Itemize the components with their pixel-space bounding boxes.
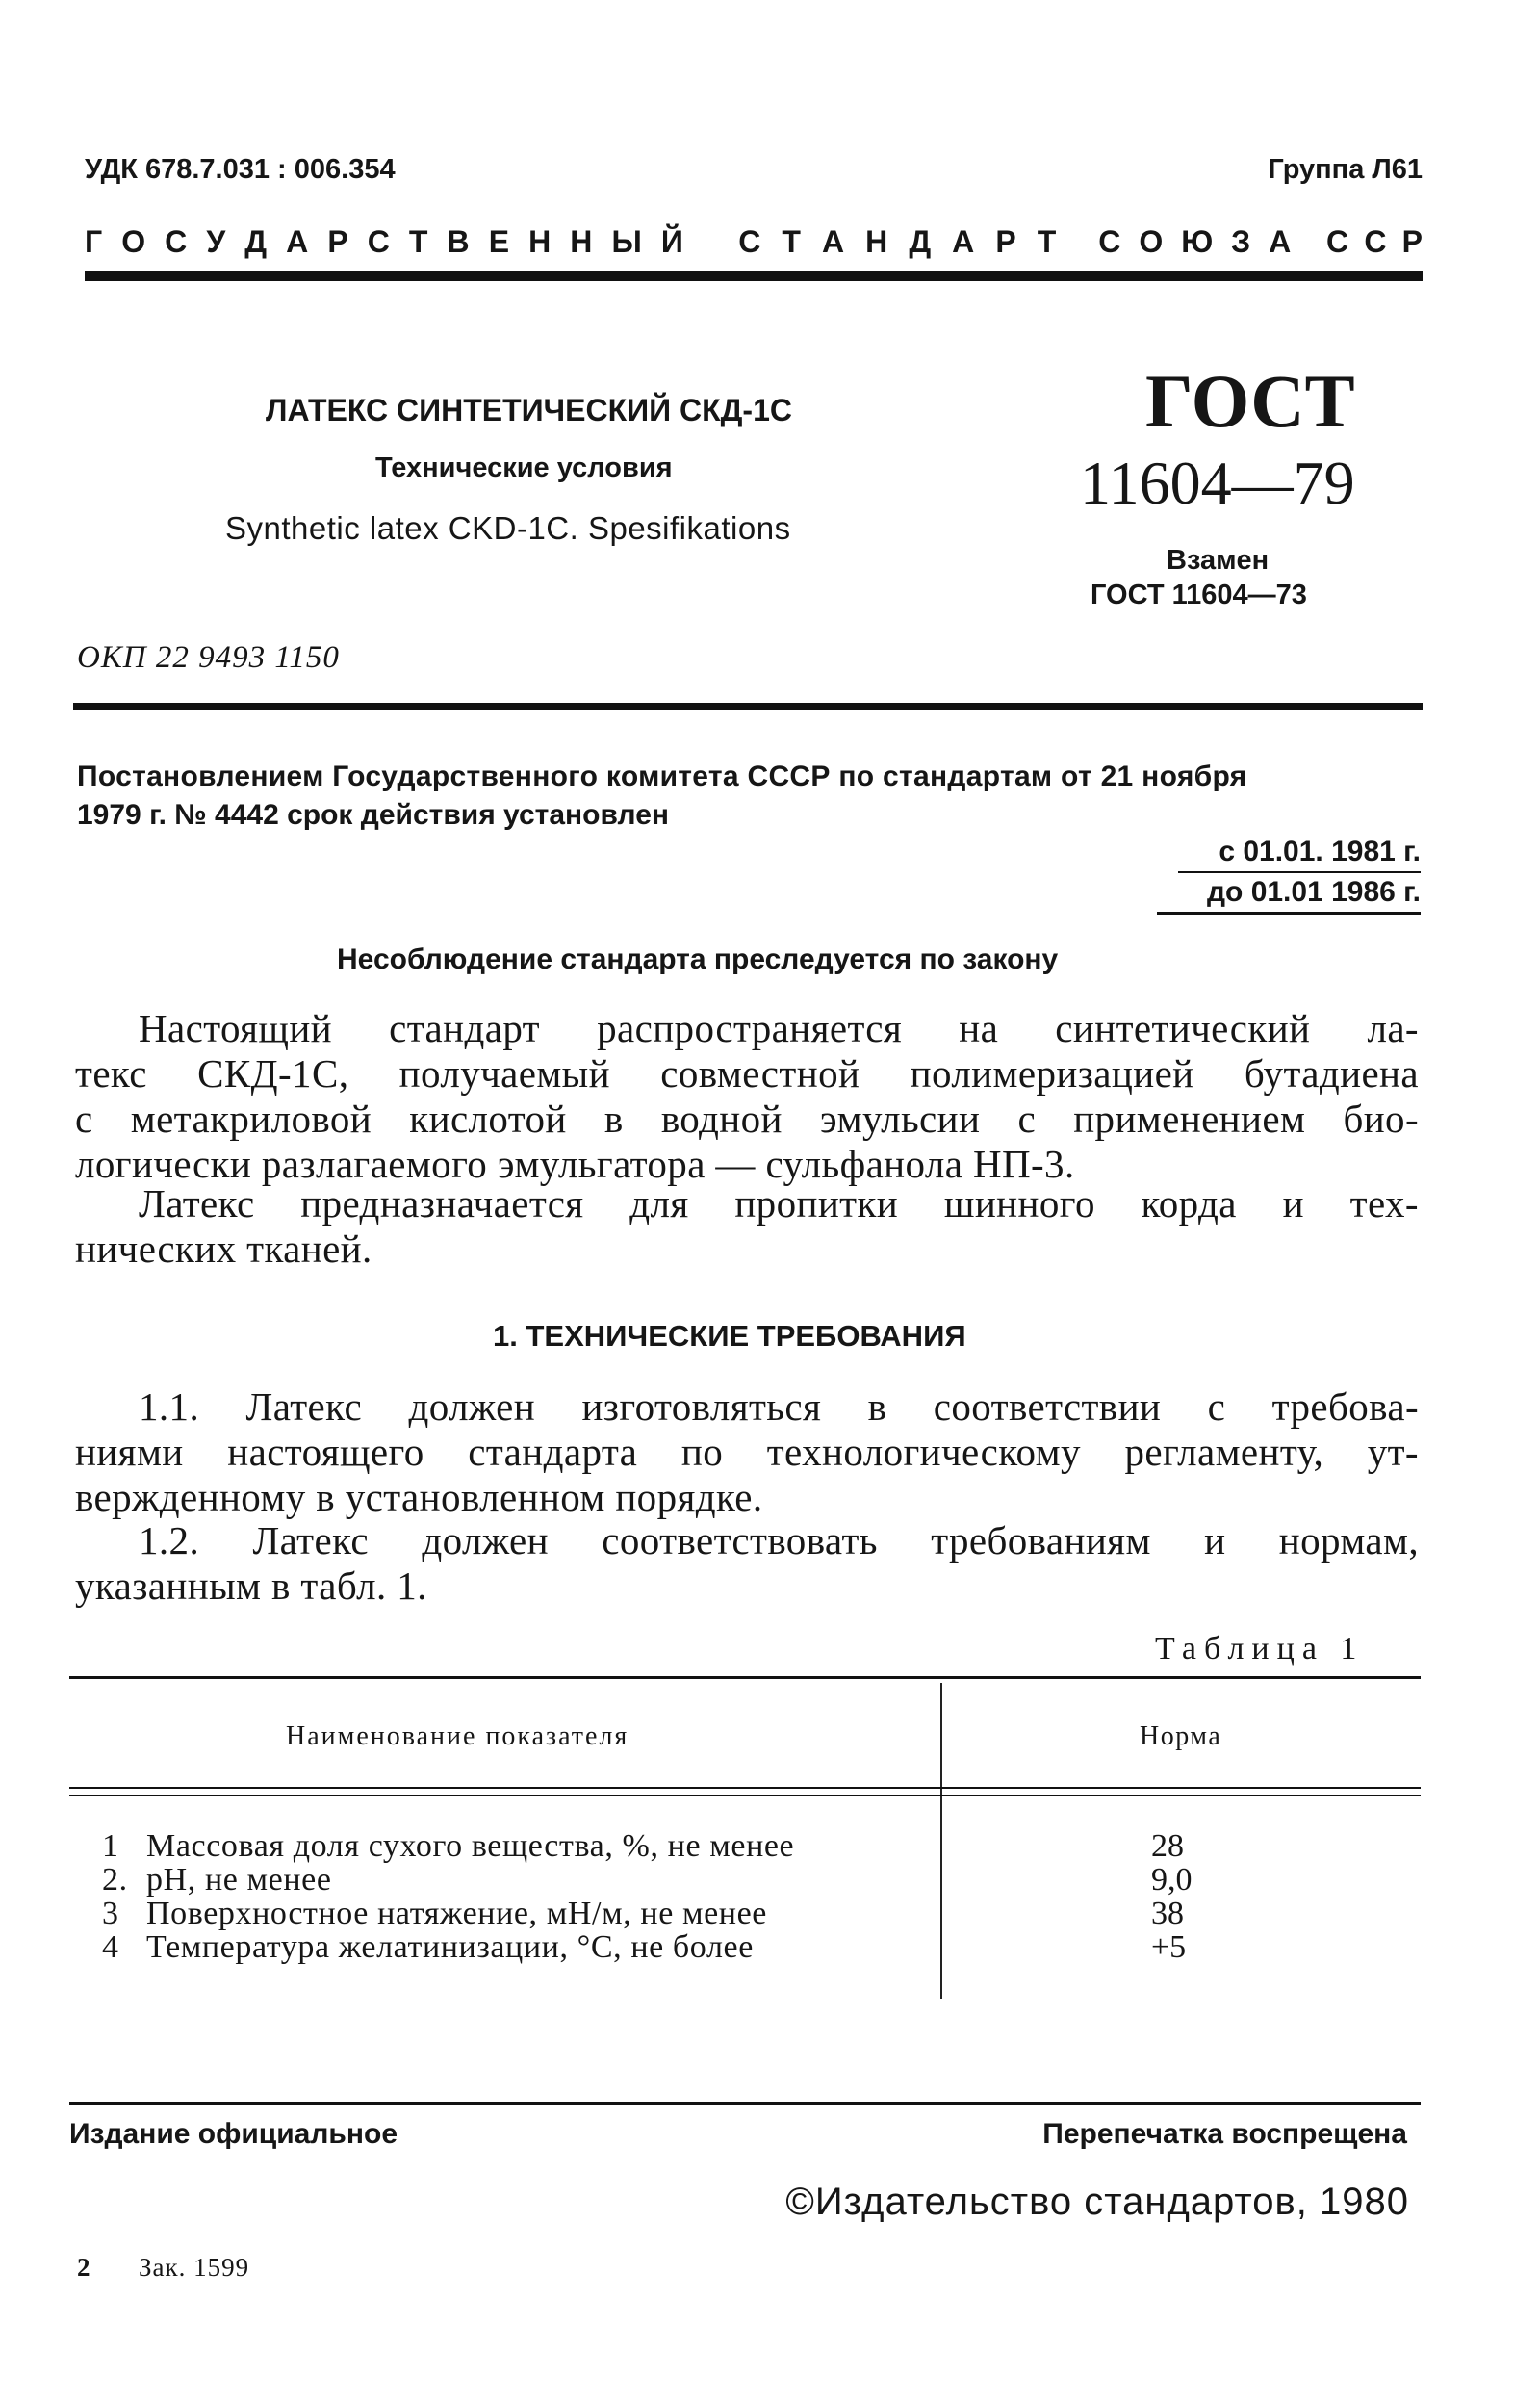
banner-letter: С bbox=[738, 224, 761, 259]
state-standard-banner bbox=[85, 224, 1423, 260]
group-code: Группа Л61 bbox=[1268, 154, 1423, 185]
banner-word bbox=[738, 224, 1056, 260]
decree-line: 1979 г. № 4442 срок действия установлен bbox=[77, 799, 669, 831]
banner-letter: Й bbox=[660, 224, 683, 259]
table-header-rule bbox=[69, 1787, 1421, 1789]
banner-letter: О bbox=[121, 224, 146, 259]
document-subtitle: Технические условия bbox=[375, 452, 673, 483]
row-number: 2. bbox=[102, 1862, 128, 1898]
order-number: Зак. 1599 bbox=[139, 2253, 250, 2282]
banner-letter: Р bbox=[995, 224, 1016, 259]
reprint-note: Перепечатка воспрещена bbox=[1042, 2118, 1407, 2150]
decree-line: Постановлением Государственного комитета СССР по стандартам от 21 ноября bbox=[77, 761, 1247, 792]
paragraph-line: Настоящий стандарт распространяется на синтетический ла- bbox=[139, 1006, 1419, 1050]
banner-letter: А bbox=[822, 224, 845, 259]
paragraph-line: нических тканей. bbox=[75, 1227, 372, 1271]
banner-word bbox=[1098, 224, 1291, 260]
row-norm: 9,0 bbox=[1151, 1862, 1193, 1898]
banner-letter: Е bbox=[488, 224, 510, 259]
banner-letter: Н bbox=[528, 224, 552, 259]
purpose-paragraph bbox=[75, 1181, 1419, 1272]
table-header-norm: Норма bbox=[1140, 1721, 1222, 1751]
banner-letter: С bbox=[1326, 224, 1349, 259]
legal-warning: Несоблюдение стандарта преследуется по закону bbox=[337, 943, 1059, 975]
paragraph-line: логически разлагаемого эмульгатора — сульфанола НП-3. bbox=[75, 1142, 1075, 1186]
row-number: 1 bbox=[102, 1828, 119, 1864]
banner-letter: Ю bbox=[1181, 224, 1214, 259]
row-norm: 38 bbox=[1151, 1896, 1184, 1931]
gost-number: 11604—79 bbox=[1080, 449, 1355, 517]
banner-letter: А bbox=[1269, 224, 1292, 259]
footer-rule bbox=[69, 2102, 1421, 2105]
banner-letter: С bbox=[1364, 224, 1387, 259]
intro-paragraph bbox=[75, 1006, 1419, 1187]
replaces-label: Взамен bbox=[1167, 545, 1270, 576]
table-top-rule bbox=[69, 1676, 1421, 1679]
row-norm: +5 bbox=[1151, 1929, 1187, 1965]
banner-letter: Д bbox=[909, 224, 932, 259]
banner-word bbox=[1326, 224, 1423, 260]
publisher-copyright: ©Издательство стандартов, 1980 bbox=[785, 2181, 1409, 2223]
table-header-name: Наименование показателя bbox=[286, 1721, 629, 1751]
row-number: 4 bbox=[102, 1929, 119, 1965]
row-indicator: Поверхностное натяжение, мН/м, не менее bbox=[146, 1896, 767, 1931]
paragraph-line: текс СКД-1С, получаемый совместной полимеризацией бутадиена bbox=[75, 1051, 1419, 1096]
banner-letter: Г bbox=[85, 224, 103, 259]
table-caption: Таблица 1 bbox=[1155, 1631, 1365, 1667]
effective-to-date: до 01.01 1986 г. bbox=[1206, 876, 1421, 908]
banner-letter: У bbox=[206, 224, 226, 259]
row-indicator: рН, не менее bbox=[146, 1862, 332, 1898]
gost-label: ГОСТ bbox=[1145, 359, 1355, 443]
banner-letter: В bbox=[447, 224, 470, 259]
row-number: 3 bbox=[102, 1896, 119, 1931]
document-title-english: Synthetic latex CKD-1C. Spesifikations bbox=[225, 510, 791, 546]
effective-from-date: с 01.01. 1981 г. bbox=[1219, 836, 1421, 867]
paragraph-line: вержденному в установленном порядке. bbox=[75, 1475, 763, 1519]
clause-1-1 bbox=[75, 1384, 1419, 1520]
replaces-standard: ГОСТ 11604—73 bbox=[1091, 580, 1307, 610]
banner-letter: Т bbox=[782, 224, 801, 259]
document-title: ЛАТЕКС СИНТЕТИЧЕСКИЙ СКД-1С bbox=[266, 393, 792, 427]
row-norm: 28 bbox=[1151, 1828, 1184, 1864]
banner-letter: Н bbox=[570, 224, 593, 259]
row-indicator: Массовая доля сухого вещества, %, не менее bbox=[146, 1828, 795, 1864]
paragraph-line: 1.2. Латекс должен соответствовать требованиям и нормам, bbox=[139, 1518, 1419, 1563]
banner-letter: З bbox=[1231, 224, 1251, 259]
date-underline bbox=[1178, 871, 1421, 873]
banner-word bbox=[85, 224, 683, 260]
table-header-rule bbox=[69, 1795, 1421, 1796]
date-underline bbox=[1157, 912, 1421, 915]
okp-code: ОКП 22 9493 1150 bbox=[77, 640, 340, 675]
section-heading: 1. ТЕХНИЧЕСКИЕ ТРЕБОВАНИЯ bbox=[493, 1319, 966, 1353]
paragraph-line: указанным в табл. 1. bbox=[75, 1563, 427, 1608]
banner-letter: Ы bbox=[611, 224, 642, 259]
row-indicator: Температура желатинизации, °С, не более bbox=[146, 1929, 754, 1965]
table-column-divider bbox=[940, 1683, 942, 1999]
edition-note: Издание официальное bbox=[69, 2118, 398, 2150]
title-thick-rule bbox=[73, 703, 1423, 710]
banner-letter: О bbox=[1139, 224, 1164, 259]
paragraph-line: 1.1. Латекс должен изготовляться в соответствии с требова- bbox=[139, 1384, 1419, 1429]
banner-letter: С bbox=[165, 224, 188, 259]
page-number: 2 bbox=[77, 2253, 90, 2282]
paragraph-line: с метакриловой кислотой в водной эмульсии с применением био- bbox=[75, 1097, 1419, 1141]
banner-letter: Р bbox=[327, 224, 348, 259]
banner-letter: Р bbox=[1401, 224, 1423, 259]
paragraph-line: ниями настоящего стандарта по технологическому регламенту, ут- bbox=[75, 1430, 1419, 1474]
clause-1-2 bbox=[75, 1518, 1419, 1609]
udk-code: УДК 678.7.031 : 006.354 bbox=[85, 154, 396, 185]
banner-letter: Т bbox=[1037, 224, 1057, 259]
header-thick-rule bbox=[85, 271, 1423, 281]
paragraph-line: Латекс предназначается для пропитки шинного корда и тех- bbox=[139, 1181, 1419, 1226]
banner-letter: Н bbox=[865, 224, 888, 259]
banner-letter: А bbox=[286, 224, 309, 259]
banner-letter: С bbox=[367, 224, 390, 259]
banner-letter: Т bbox=[408, 224, 428, 259]
banner-letter: А bbox=[952, 224, 975, 259]
banner-letter: Д bbox=[244, 224, 268, 259]
banner-letter: С bbox=[1098, 224, 1121, 259]
